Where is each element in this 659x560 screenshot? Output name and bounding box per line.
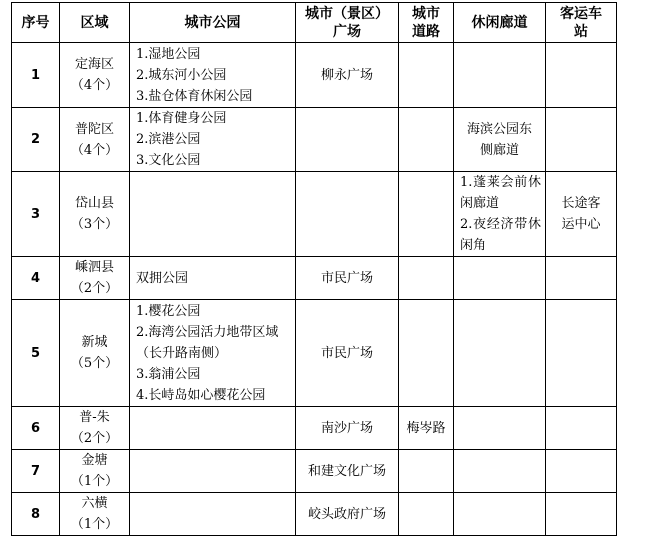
plaza-cell: 柳永广场 <box>296 43 399 108</box>
seq-cell: 5 <box>12 300 60 407</box>
park-cell <box>130 43 296 108</box>
plaza-cell <box>296 172 399 257</box>
region-cell <box>60 257 130 300</box>
header-station-line2: 站 <box>574 23 588 40</box>
region-cell <box>60 43 130 108</box>
road-cell <box>399 108 454 172</box>
corridor-item: 1.蓬莱会前休闲廊道 <box>460 175 541 211</box>
park-cell <box>130 172 296 257</box>
parks-table <box>11 2 617 536</box>
park-item: 4.长峙岛如心樱花公园 <box>136 387 266 403</box>
seq-cell: 1 <box>12 43 60 108</box>
plaza-cell: 和建文化广场 <box>296 450 399 493</box>
seq-cell: 8 <box>12 493 60 536</box>
corridor-cell <box>454 43 546 108</box>
park-item: 2.海湾公园活力地带区域 <box>136 324 279 340</box>
park-cell <box>130 450 296 493</box>
seq-cell: 3 <box>12 172 60 257</box>
region-name: 嵊泗县 <box>74 260 114 275</box>
table-row <box>12 172 617 257</box>
header-plaza <box>296 3 399 43</box>
corridor-item: 2.夜经济带休闲角 <box>460 217 541 253</box>
park-item: 2.城东河小公园 <box>136 67 227 83</box>
park-item: 1.湿地公园 <box>136 46 201 62</box>
station-cell <box>546 257 617 300</box>
header-station-line1: 客运车 <box>560 5 602 22</box>
park-item: 1.樱花公园 <box>136 303 201 319</box>
region-cell <box>60 300 130 407</box>
region-cell <box>60 172 130 257</box>
park-item: 3.盐仓体育休闲公园 <box>136 88 253 104</box>
region-count: （3个） <box>70 217 119 232</box>
header-row <box>12 3 617 43</box>
seq-cell: 6 <box>12 407 60 450</box>
region-cell <box>60 108 130 172</box>
station-cell <box>546 43 617 108</box>
table-row <box>12 43 617 108</box>
corridor-cell <box>454 450 546 493</box>
park-item: （长升路南侧） <box>136 345 228 361</box>
station-cell <box>546 108 617 172</box>
corridor-cell <box>454 257 546 300</box>
park-cell <box>130 257 296 300</box>
region-cell <box>60 407 130 450</box>
region-count: （4个） <box>70 78 119 93</box>
header-station <box>546 3 617 43</box>
corridor-item: 海滨公园东 <box>466 121 532 137</box>
seq-cell: 4 <box>12 257 60 300</box>
plaza-cell: 南沙广场 <box>296 407 399 450</box>
park-item: 双拥公园 <box>136 270 189 286</box>
corridor-cell <box>454 108 546 172</box>
header-road-line2: 道路 <box>412 23 440 40</box>
region-count: （4个） <box>70 142 119 158</box>
region-name: 普-朱 <box>79 410 110 425</box>
corridor-item: 侧廊道 <box>479 142 519 158</box>
station-cell <box>546 172 617 257</box>
region-name: 岱山县 <box>74 196 114 211</box>
road-cell <box>399 172 454 257</box>
park-cell <box>130 407 296 450</box>
plaza-cell: 市民广场 <box>296 257 399 300</box>
station-cell <box>546 450 617 493</box>
table-row <box>12 257 617 300</box>
region-count: （1个） <box>70 517 119 532</box>
road-cell <box>399 43 454 108</box>
park-item: 1.体育健身公园 <box>136 111 227 126</box>
region-cell <box>60 493 130 536</box>
region-count: （2个） <box>70 281 119 296</box>
header-seq: 序号 <box>12 3 60 43</box>
corridor-cell <box>454 493 546 536</box>
park-cell <box>130 108 296 172</box>
region-name: 定海区 <box>74 57 114 72</box>
header-region: 区域 <box>60 3 130 43</box>
region-count: （1个） <box>70 474 119 489</box>
station-line: 长途客 <box>561 196 601 211</box>
region-name: 新城 <box>81 335 108 350</box>
header-road-line1: 城市 <box>412 5 440 22</box>
station-cell <box>546 493 617 536</box>
corridor-cell <box>454 172 546 257</box>
corridor-cell <box>454 407 546 450</box>
road-cell <box>399 300 454 407</box>
road-cell <box>399 257 454 300</box>
region-count: （2个） <box>70 431 119 446</box>
park-item: 3.翁浦公园 <box>136 366 201 382</box>
road-cell <box>399 493 454 536</box>
region-count: （5个） <box>70 356 119 371</box>
plaza-cell <box>296 108 399 172</box>
park-item: 3.文化公园 <box>136 153 201 168</box>
table-row <box>12 450 617 493</box>
region-name: 金塘 <box>81 453 108 468</box>
plaza-cell: 市民广场 <box>296 300 399 407</box>
station-line: 运中心 <box>561 217 601 232</box>
table-row <box>12 493 617 536</box>
region-name: 普陀区 <box>74 121 114 137</box>
table-row <box>12 407 617 450</box>
park-cell <box>130 493 296 536</box>
region-cell <box>60 450 130 493</box>
road-cell <box>399 450 454 493</box>
header-plaza-line1: 城市（景区） <box>305 5 389 22</box>
seq-cell: 7 <box>12 450 60 493</box>
table-row <box>12 300 617 407</box>
seq-cell: 2 <box>12 108 60 172</box>
park-cell <box>130 300 296 407</box>
header-corridor: 休闲廊道 <box>454 3 546 43</box>
park-item: 2.滨港公园 <box>136 132 201 147</box>
corridor-cell <box>454 300 546 407</box>
header-road <box>399 3 454 43</box>
table-row <box>12 108 617 172</box>
station-cell <box>546 300 617 407</box>
plaza-cell: 峧头政府广场 <box>296 493 399 536</box>
header-park: 城市公园 <box>130 3 296 43</box>
region-name: 六横 <box>81 496 108 511</box>
header-plaza-line2: 广场 <box>333 23 361 40</box>
road-cell: 梅岑路 <box>399 407 454 450</box>
station-cell <box>546 407 617 450</box>
